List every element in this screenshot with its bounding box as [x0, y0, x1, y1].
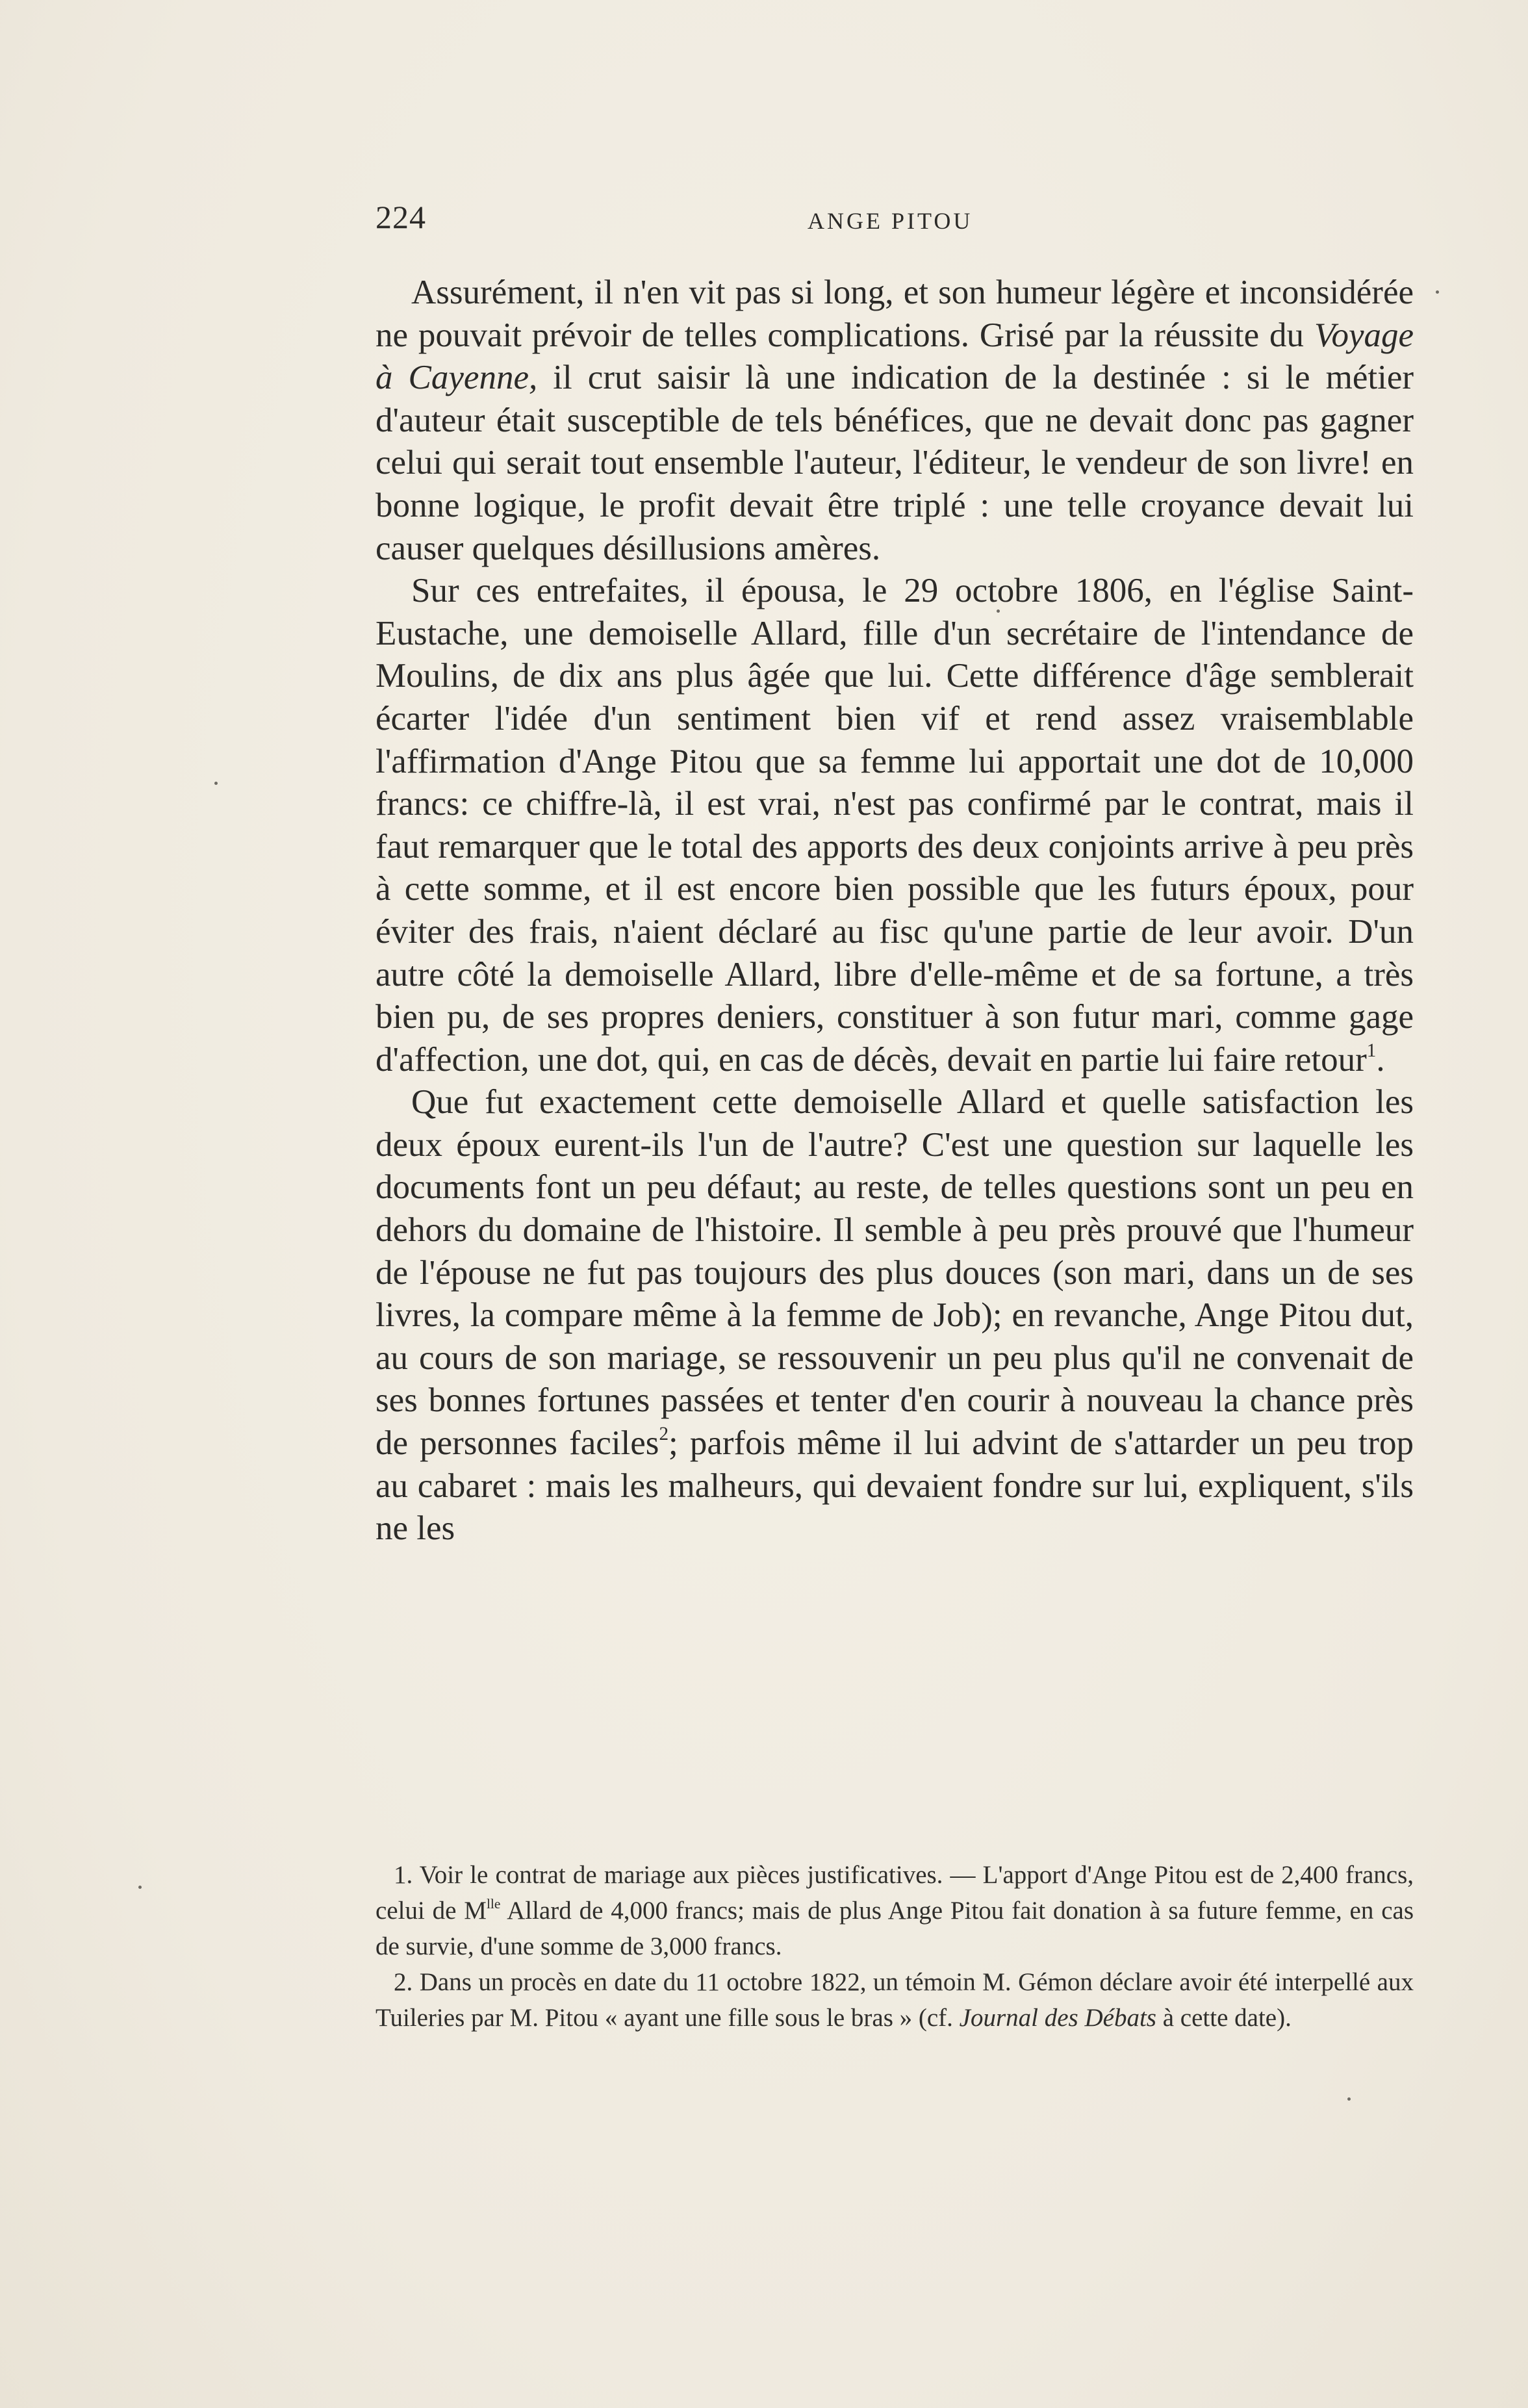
text-run: Sur ces entrefaites, il épousa, le 29 octobre 1806, en l'église Saint-Eustache, une demoiselle Allard, fille d'un secrétaire de l'intendance de Moulins, de dix ans plus âgée que lui. Cette différence d'âge semblerait écarter l'idée d'un sentiment bien vif et rend assez vraisemblable l'affirmation d'Ange Pitou que sa femme lui apportait une dot de 10,000 francs: ce chiffre-là, il est vrai, n'est pas confirmé par le contrat, mais il faut remarquer que le total des apports des deux conjoints arrive à peu près à cette somme, et il est encore bien possible que les futurs époux, pour éviter des frais, n'aient déclaré au fisc qu'une partie de leur avoir. D'un autre côté la demoiselle Allard, libre d'elle-même et de sa fortune, a très bien pu, de ses propres deniers, constituer à son futur mari, comme gage d'affection, une dot, qui, en cas de décès, devait en partie lui faire retour [376, 572, 1414, 1079]
footnotes [376, 1857, 1414, 2036]
print-speck [997, 609, 1000, 613]
italic-title: Voyage à Cayenne, [376, 316, 1414, 397]
body-text [376, 272, 1414, 1550]
footnote-marker: lle [486, 1895, 501, 1912]
print-speck [214, 782, 218, 785]
text-run: Assurément, il n'en vit pas si long, et son humeur légère et inconsidérée ne pouvait prévoir de telles complications. Grisé par la réussite du [376, 274, 1414, 354]
text-run: il crut saisir là une indication de la destinée : si le métier d'auteur était susceptible de tels bénéfices, que ne devait donc pas gagner celui qui serait tout ensemble l'auteur, l'éditeur, le vendeur de son livre! en bonne logique, le profit devait être triplé : une telle croyance devait lui causer quelques désillusions amères. [376, 359, 1414, 567]
print-speck [1436, 290, 1439, 294]
text-run: à cette date). [1156, 2004, 1292, 2032]
text-run: 2. Dans un procès en date du 11 octobre 1822, un témoin M. Gémon déclare avoir été interpellé aux Tuileries par M. Pitou « ayant une fille sous le bras » (cf. [376, 1968, 1414, 2032]
paragraph [376, 272, 1414, 570]
running-title: ANGE PITOU [808, 208, 973, 234]
text-run: 1. Voir le contrat de mariage aux pièces justificatives. — L'apport d'Ange Pitou est de 2,400 francs, celui de M [376, 1861, 1414, 1925]
text-run: Que fut exactement cette demoiselle Allard et quelle satisfaction les deux époux eurent-ils l'un de l'autre? C'est une question sur laquelle les documents font un peu défaut; au reste, de telles questions sont un peu en dehors du domaine de l'histoire. Il semble à peu près prouvé que l'humeur de l'épouse ne fut pas toujours des plus douces (son mari, dans un de ses livres, la compare même à la femme de Job); en revanche, Ange Pitou dut, au cours de son mariage, se ressouvenir un peu plus qu'il ne convenait de ses bonnes fortunes passées et tenter d'en courir à nouveau la chance près de personnes faciles [376, 1083, 1414, 1463]
paragraph [376, 1081, 1414, 1550]
italic-title: Journal des Débats [959, 2004, 1156, 2032]
footnote [376, 1857, 1414, 1964]
text-run: Allard de 4,000 francs; mais de plus Ange Pitou fait donation à sa future femme, en cas de survie, d'une somme de 3,000 francs. [376, 1897, 1414, 1960]
page-number: 224 [376, 199, 426, 235]
text-run: ; parfois même il lui advint de s'attarder un peu trop au cabaret : mais les malheurs, qui devaient fondre sur lui, expliquent, s'ils ne les [376, 1424, 1414, 1548]
footnote-marker: 1 [1366, 1040, 1377, 1061]
print-speck [138, 1886, 142, 1889]
text-run: . [1376, 1040, 1385, 1079]
footnote-marker: 2 [659, 1424, 669, 1445]
running-head [376, 198, 999, 244]
paragraph [376, 570, 1414, 1081]
print-speck [1347, 2097, 1351, 2101]
footnote [376, 1964, 1414, 2036]
